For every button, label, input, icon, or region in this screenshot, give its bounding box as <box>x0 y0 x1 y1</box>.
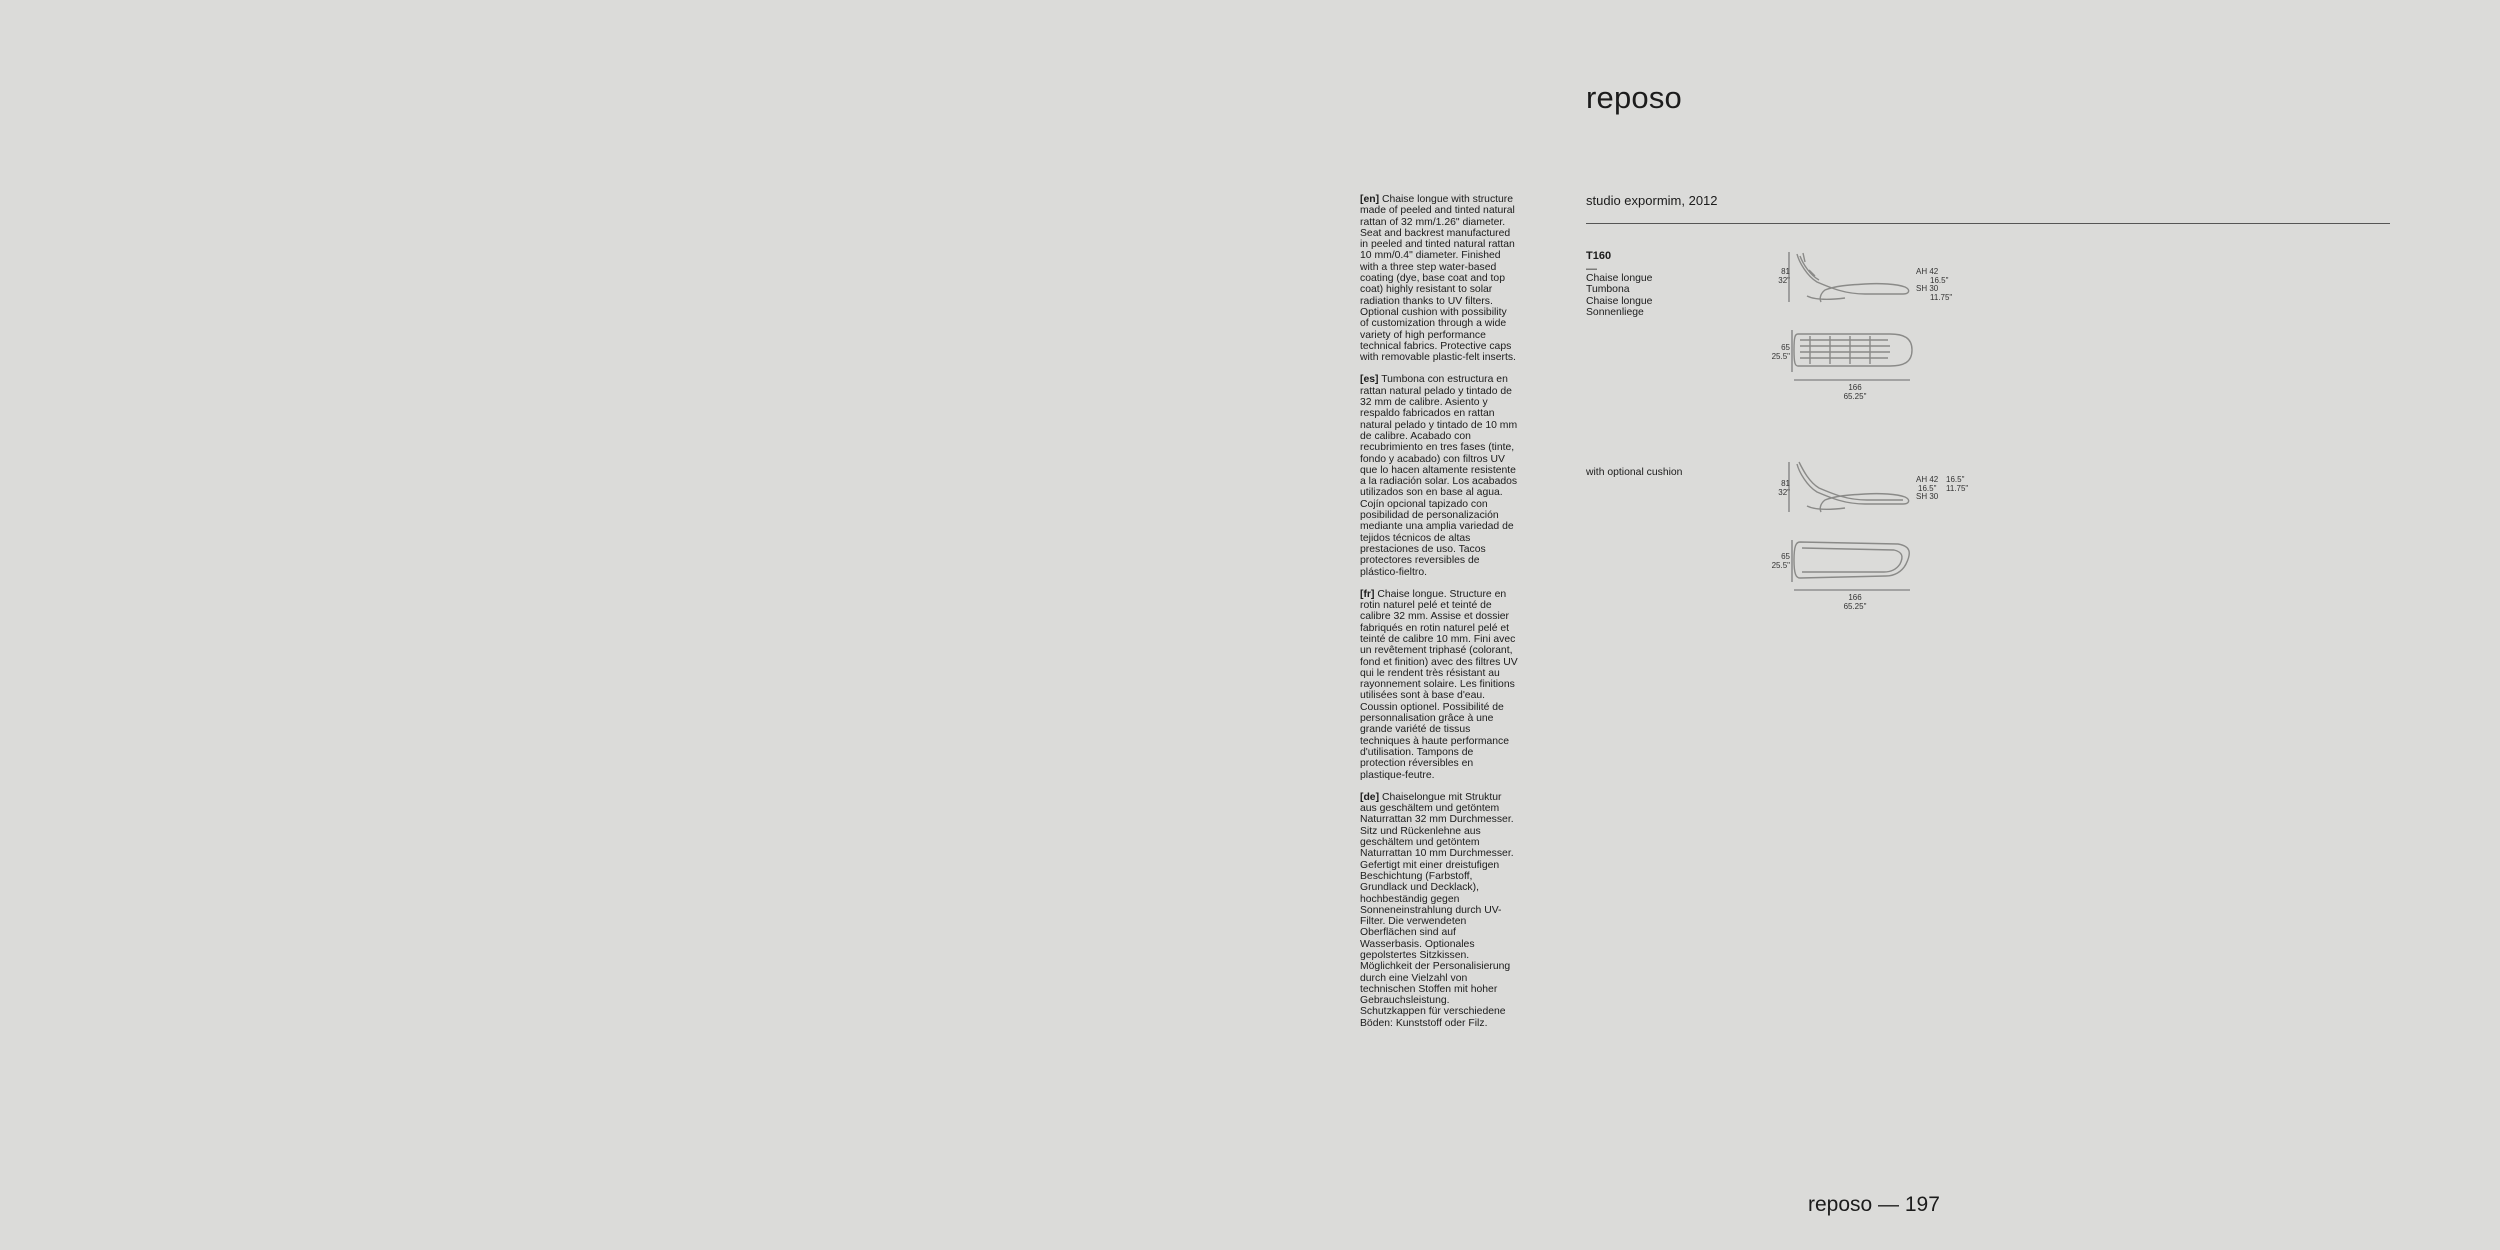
height-dimension: 81 32" <box>1778 479 1790 497</box>
description-text: Chaise longue. Structure en rotin naturel pelé et teinté de calibre 32 mm. Assise et dossier fabriqués en rotin naturel pelé et teinté de calibre 10 mm. Fini avec un revêtement triphasé (colorant, fond et finition) avec des filtres UV qui le rendent très résistant au rayonnement solaire. Les finitions utilisées sont à base d'eau. Coussin optionel. Possibilité de personnalisation grâce à une grande variété de tissus techniques à haute performance d'utilisation. Tampons de protection réversibles en plastique-feutre. <box>1360 588 1518 781</box>
product-name: Chaise longue <box>1586 295 1653 307</box>
depth-dimension: 65 25.5" <box>1771 552 1790 570</box>
product-name: Sonnenliege <box>1586 306 1644 318</box>
cushion-variant-label: with optional cushion <box>1586 467 1683 478</box>
lang-tag: [de] <box>1360 791 1380 803</box>
lang-tag: [en] <box>1360 194 1380 205</box>
side-view-cushion-drawing <box>1785 460 1915 515</box>
product-code: T160 <box>1586 250 1612 262</box>
page-footer: reposo — 197 <box>1808 1193 1940 1216</box>
description-es <box>1360 374 1518 577</box>
lang-tag: [fr] <box>1360 588 1375 600</box>
depth-dimension: 65 25.5" <box>1771 343 1790 361</box>
product-name: Tumbona <box>1586 284 1630 296</box>
seat-dimensions: AH 42 16.5" SH 30 <box>1916 475 1939 501</box>
description-en <box>1360 194 1518 363</box>
seat-dimensions: AH 42 16.5" SH 30 11.75" <box>1916 267 1953 302</box>
designer-credit: studio expormim, 2012 <box>1586 193 1718 208</box>
description-fr <box>1360 589 1518 781</box>
seat-dimensions-imperial: 16.5" 11.75" <box>1946 475 1969 493</box>
width-dimension: 166 65.25" <box>1843 383 1867 401</box>
side-view-drawing <box>1785 250 1915 305</box>
description-text: Tumbona con estructura en rattan natural pelado y tintado de 32 mm de calibre. Asiento y respaldo fabricados en rattan natural pelado y tintado de 10 mm de calibre. Acabado con recubrimiento en tres fases (tinte, fondo y acabado) con filtros UV que lo hacen altamente resistente a la radiación solar. Los acabados utilizados son en base al agua. Cojín opcional tapizado con posibilidad de personalización mediante una amplia variedad de tejidos técnicos de altas prestaciones de uso. Tacos protectores reversibles de plástico-fieltro. <box>1360 374 1518 578</box>
lang-tag: [es] <box>1360 374 1379 386</box>
top-view-drawing <box>1790 328 1920 384</box>
product-names <box>1586 273 1652 318</box>
width-dimension: 166 65.25" <box>1843 593 1867 611</box>
description-de <box>1360 792 1518 1029</box>
divider <box>1586 223 2390 224</box>
height-dimension: 81 32" <box>1778 267 1790 285</box>
description-text: Chaise longue with structure made of peeled and tinted natural rattan of 32 mm/1.26" diameter. Seat and backrest manufactured in peeled and tinted natural rattan 10 mm/0.4" diameter. Finished with a three step water-based coating (dye, base coat and top coat) highly resistant to solar radiation thanks to UV filters. Optional cushion with possibility of customization through a wide variety of high performance technical fabrics. Protective caps with removable plastic-felt inserts. <box>1360 194 1516 364</box>
product-dash: — <box>1586 263 1597 275</box>
page-title: reposo <box>1586 80 1682 115</box>
top-view-cushion-drawing <box>1790 538 1920 594</box>
product-name: Chaise longue <box>1586 273 1653 284</box>
description-column <box>1360 194 1518 1040</box>
description-text: Chaiselongue mit Struktur aus geschältem und getöntem Naturrattan 32 mm Durchmesser. Sitz und Rückenlehne aus geschältem und getöntem Naturrattan 10 mm Durchmesser. Gefertigt mit einer dreistufigen Beschichtung (Farbstoff, Grundlack und Decklack), hochbeständig gegen Sonneneinstrahlung durch UV-Filter. Die verwendeten Oberflächen sind auf Wasserbasis. Optionales gepolstertes Sitzkissen. Möglichkeit der Personalisierung durch eine Vielzahl von technischen Stoffen mit hoher Gebrauchsleistung. Schutzkappen für verschiedene Böden: Kunststoff oder Filz. <box>1360 791 1514 1029</box>
